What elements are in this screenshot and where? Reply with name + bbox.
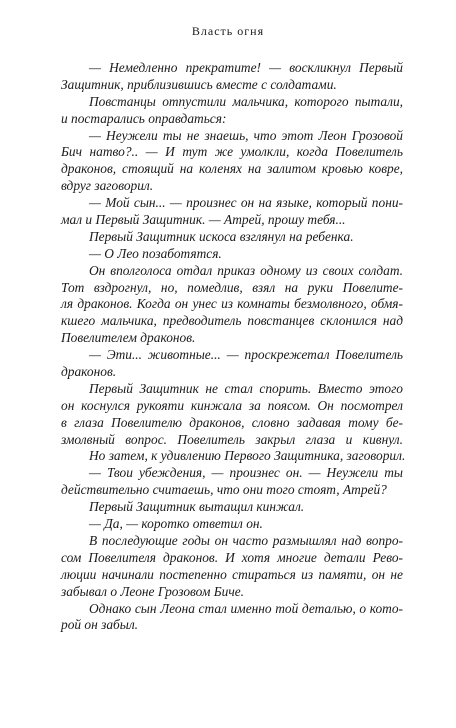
text-line: забывал о Леоне Грозовом Биче. (61, 583, 245, 599)
text-line: В последующие годы он часто размышлял над вопро- (89, 532, 403, 548)
text-line: Бич натво?.. — И тут же умолкли, когда Повелитель (61, 144, 403, 160)
text-line: Первый Защитник искоса взглянул на ребенка. (89, 228, 354, 244)
text-line: сом Повелителя драконов. И хотя многие детали Рево- (61, 549, 403, 565)
text-line: Защитник, приблизившись вместе с солдатами. (61, 76, 337, 92)
text-line: Однако сын Леона стал именно той деталью, о кото- (89, 600, 403, 616)
text-line: рой он забыл. (61, 617, 139, 633)
text-line: Но затем, к удивлению Первого Защитника, заговорил. (89, 448, 406, 464)
text-line: Повелителем драконов. (61, 330, 196, 346)
text-line: драконов. (61, 364, 117, 380)
text-line: змолвный вопрос. Повелитель закрыл глаза и кивнул. (61, 431, 403, 447)
text-line: Первый Защитник вытащил кинжал. (89, 499, 305, 515)
running-head: Власть огня (191, 24, 265, 38)
text-line: — Твои убеждения, — произнес он. — Неужели ты (89, 465, 403, 481)
text-line: драконов, стоящий на коленях на залитом кровью ковре, (61, 161, 403, 177)
text-line: и постарались оправдаться: (61, 110, 227, 126)
text-line: в глаза Повелителю драконов, словно задавая тому бе- (61, 414, 403, 430)
text-line: действительно считаешь, что они того стоят, Атрей? (61, 482, 387, 498)
text-line: — Да, — коротко ответил он. (89, 516, 263, 532)
text-line: Первый Защитник не стал спорить. Вместо этого (89, 380, 403, 396)
text-line: ля драконов. Когда он унес из комнаты безмолвного, обмя- (61, 296, 403, 312)
text-line: — Эти... животные... — проскрежетал Повелитель (89, 347, 403, 363)
text-line: Тот вздрогнул, но, помедлив, взял на руки Повелите- (61, 279, 403, 295)
text-line: он коснулся рукояти кинжала за поясом. Он посмотрел (61, 397, 403, 413)
text-line: — Неужели ты не знаешь, что этот Леон Грозовой (89, 127, 403, 143)
text-line: мал и Первый Защитник. — Атрей, прошу тебя... (61, 212, 346, 228)
text-line: — Мой сын... — произнес он на языке, который пони- (89, 195, 403, 211)
text-line: вдруг заговорил. (61, 178, 154, 194)
body-text (61, 60, 406, 634)
text-line: Повстанцы отпустили мальчика, которого пытали, (89, 93, 403, 109)
text-line: кшего мальчика, предводитель повстанцев склонился над (61, 313, 403, 329)
text-line: Он вполголоса отдал приказ одному из своих солдат. (89, 262, 403, 278)
text-line: люции начинали постепенно стираться из памяти, он не (61, 566, 403, 582)
text-line: — О Лео позаботятся. (89, 245, 222, 261)
text-line: — Немедленно прекратите! — воскликнул Первый (89, 60, 403, 75)
